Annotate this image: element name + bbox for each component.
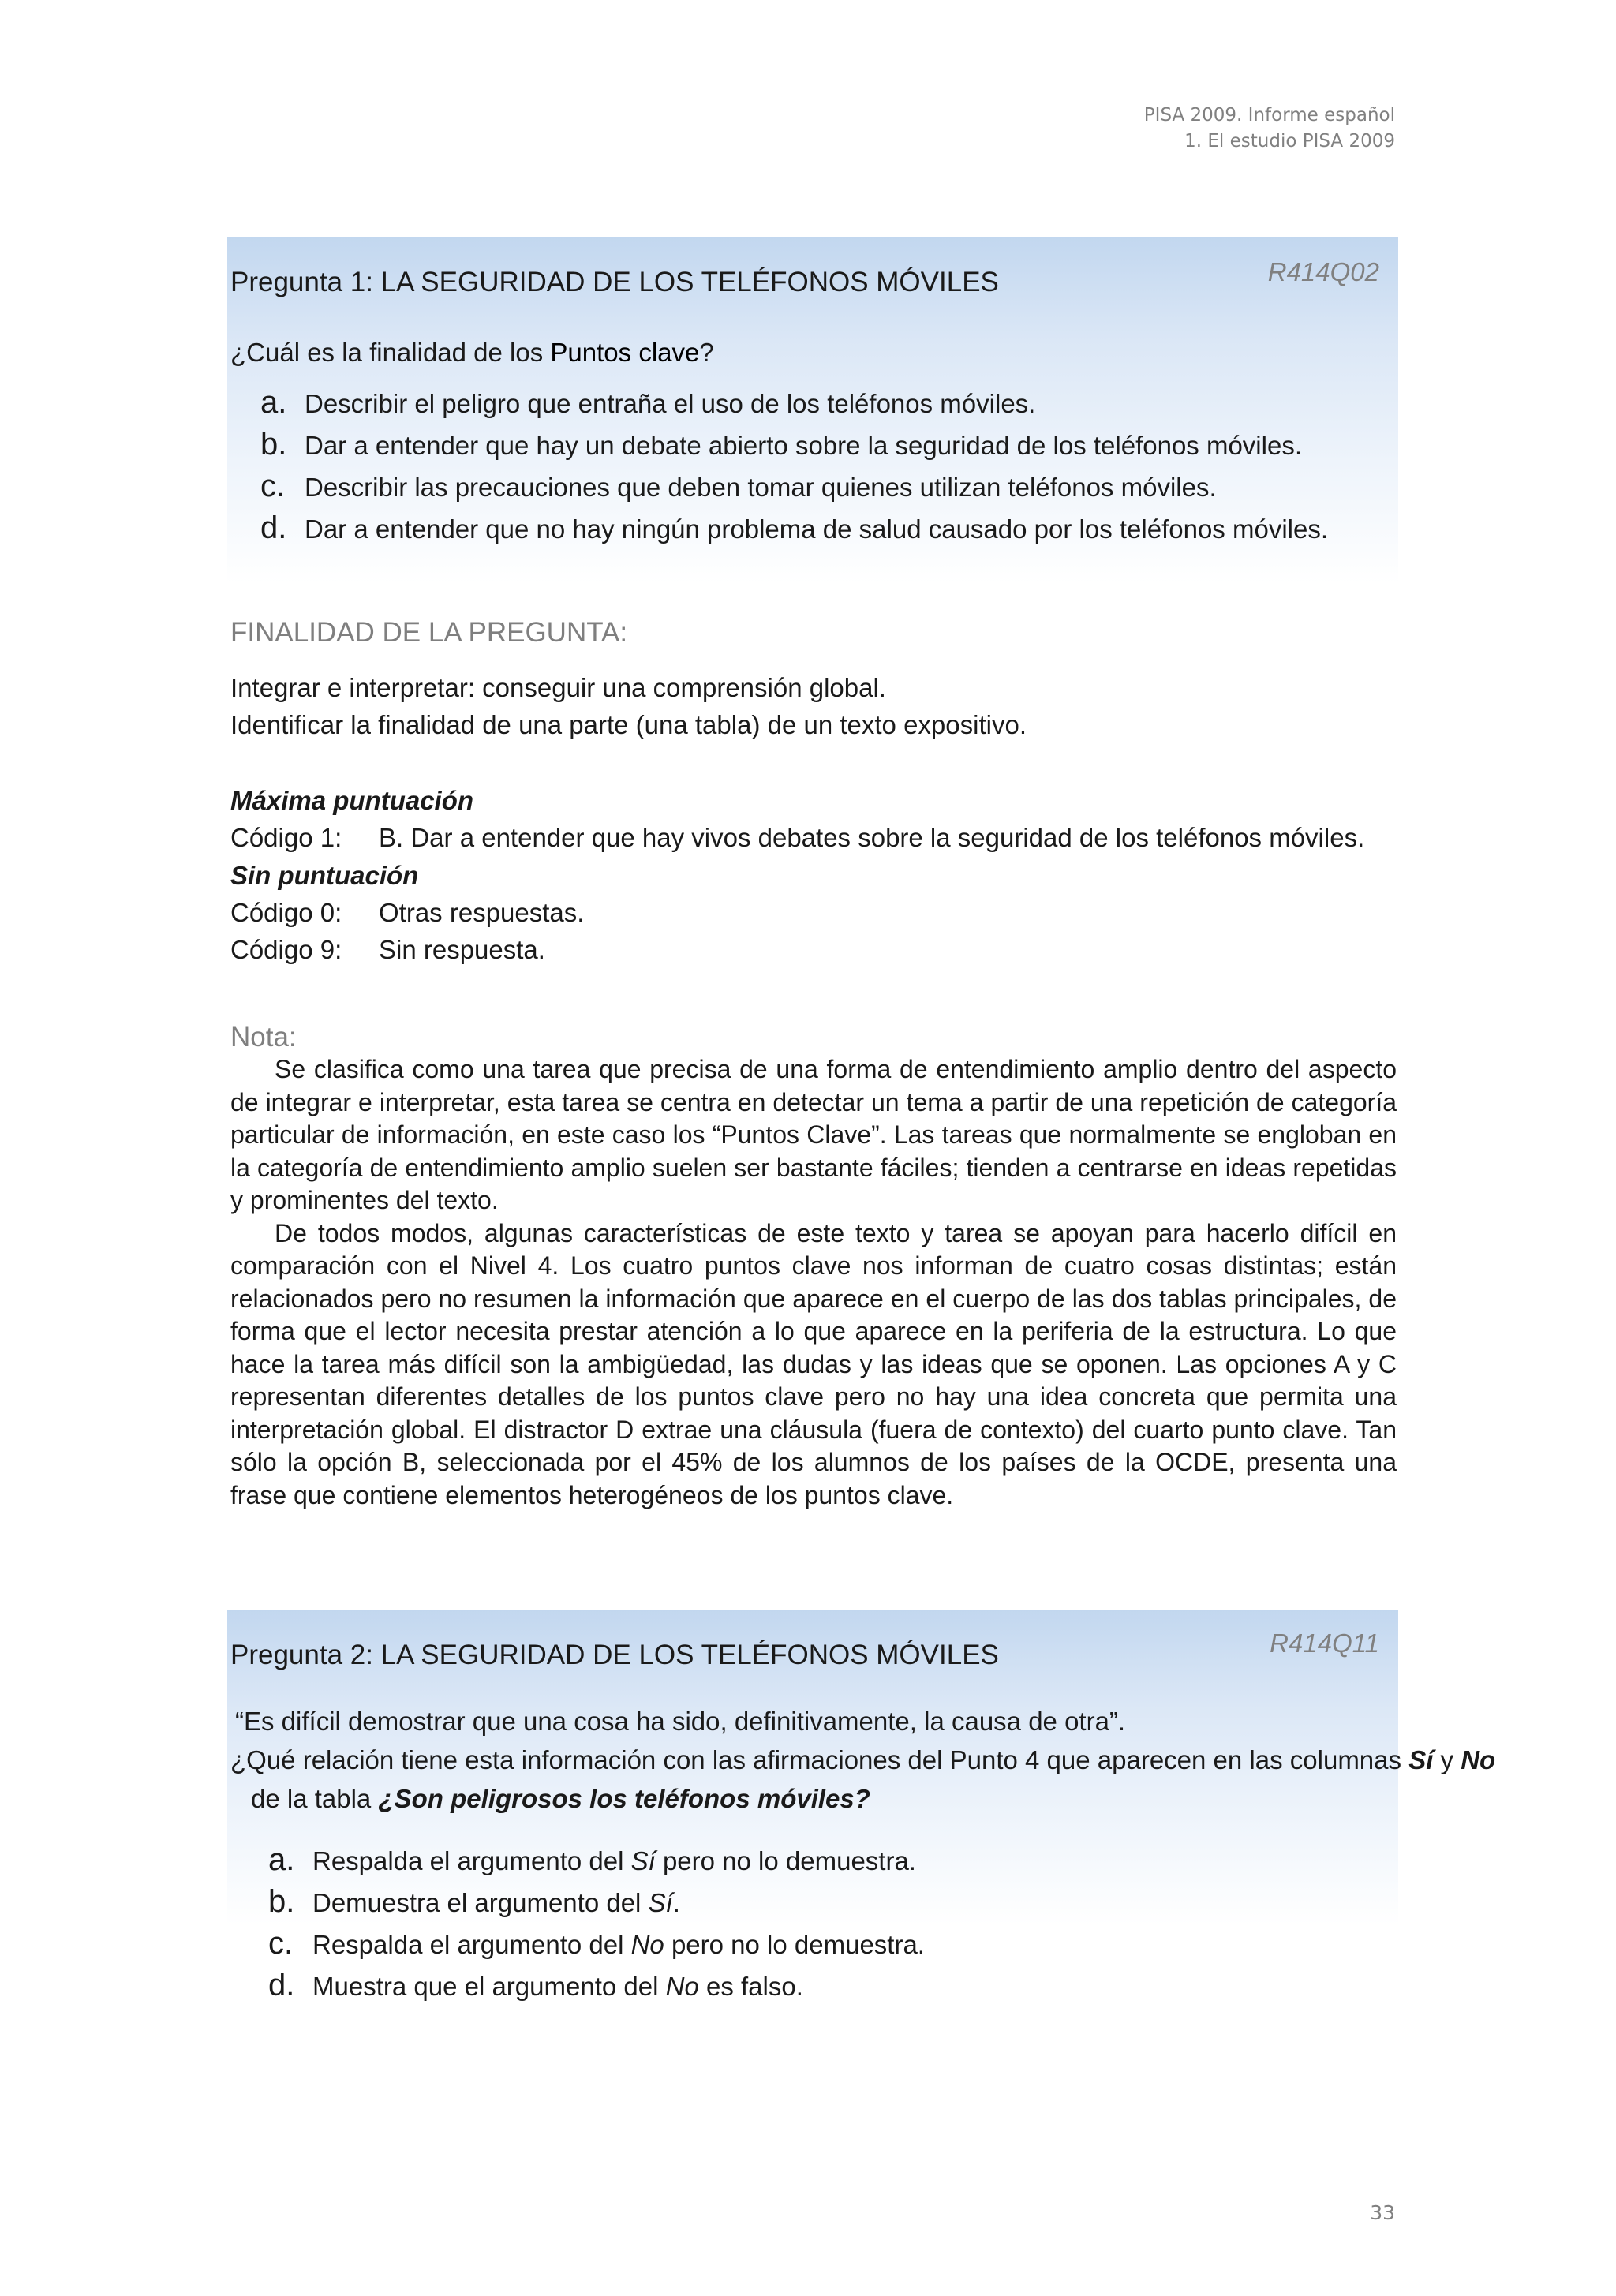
header-chapter: 1. El estudio PISA 2009 <box>1184 131 1395 151</box>
option-letter: b. <box>268 1884 295 1919</box>
code-key: Código 9: <box>230 935 342 964</box>
code-text: B. Dar a entender que hay vivos debates sobre la seguridad de los teléfonos móviles. <box>379 823 1365 852</box>
prompt-end: ? <box>699 338 714 367</box>
code-0-row <box>230 898 584 928</box>
option-text: Describir las precauciones que deben tomar quienes utilizan teléfonos móviles. <box>305 473 1217 502</box>
option-text: Dar a entender que hay un debate abierto sobre la seguridad de los teléfonos móviles. <box>305 431 1302 460</box>
option-text-end: pero no lo demuestra. <box>664 1930 925 1959</box>
code-key: Código 0: <box>230 898 342 927</box>
prompt-table-title: ¿Son peligrosos los teléfonos móviles? <box>378 1784 870 1813</box>
prompt-text: ¿Cuál es la finalidad de los <box>230 338 551 367</box>
option-text: Describir el peligro que entraña el uso de los teléfonos móviles. <box>305 389 1036 418</box>
prompt-and: y <box>1433 1745 1461 1774</box>
option-text-end: pero no lo demuestra. <box>655 1846 916 1875</box>
prompt-bold-term: Puntos clave <box>550 338 700 367</box>
option-letter: d. <box>260 510 287 545</box>
code-text: Sin respuesta. <box>379 935 545 964</box>
note-paragraph-1: Se clasifica como una tarea que precisa de una forma de entendimiento amplio dentro del aspecto de integrar e interpretar, esta tarea se centra en detectar un tema a partir de una repetición de categoría particular de información, en este caso los “Puntos Clave”. Las tareas que normalmente se engloban en la categoría de entendimiento amplio suelen ser bastante fáciles; tienden a centrarse en ideas repetidas y prominentes del texto. <box>230 1055 1397 1214</box>
question-2-prompt-cont <box>251 1779 870 1819</box>
option-d <box>268 1965 803 2006</box>
option-a <box>260 382 1035 423</box>
note-heading: Nota: <box>230 1022 297 1053</box>
option-letter: c. <box>260 469 286 503</box>
option-text: Dar a entender que no hay ningún problema de salud causado por los teléfonos móviles. <box>305 514 1329 544</box>
purpose-line-1: Integrar e interpretar: conseguir una comprensión global. <box>230 673 886 702</box>
header-title: PISA 2009. Informe español <box>1143 105 1395 125</box>
option-d <box>260 507 1328 548</box>
prompt-no: No <box>1461 1745 1496 1774</box>
prompt-text: de la tabla <box>251 1784 379 1813</box>
option-emphasis: Sí <box>630 1846 656 1875</box>
page-number: 33 <box>1370 2201 1395 2224</box>
option-letter: d. <box>268 1968 295 2002</box>
option-letter: c. <box>268 1926 294 1961</box>
option-b <box>260 424 1302 465</box>
code-9-row <box>230 935 545 965</box>
option-b <box>268 1881 680 1922</box>
option-text: Demuestra el argumento del <box>312 1888 649 1917</box>
purpose-heading: FINALIDAD DE LA PREGUNTA: <box>230 617 628 648</box>
option-emphasis: No <box>665 1972 699 2001</box>
option-text-end: es falso. <box>698 1972 803 2001</box>
prompt-text: ¿Qué relación tiene esta información con las afirmaciones del Punto 4 que aparecen en las columnas <box>230 1745 1409 1774</box>
question-1-prompt <box>230 333 714 372</box>
option-c <box>260 466 1217 507</box>
option-letter: a. <box>260 385 287 420</box>
option-letter: b. <box>260 427 287 462</box>
option-text-end: . <box>672 1888 680 1917</box>
option-text: Respalda el argumento del <box>312 1930 631 1959</box>
note-paragraph-2: De todos modos, algunas características de este texto y tarea se apoyan para hacerlo difícil en comparación con el Nivel 4. Los cuatro puntos clave nos informan de cuatro cosas distintas; están relacionados pero no resumen la información que aparece en el cuerpo de las dos tablas principales, de forma que el lector necesita prestar atención a lo que aparece en la periferia de la estructura. Lo que hace la tarea más difícil son la ambigüedad, las dudas y las ideas que se oponen. Las opciones A y C representan diferentes detalles de los puntos clave pero no hay una idea concreta que permita una interpretación global. El distractor D extrae una cláusula (fuera de contexto) del cuarto punto clave. Tan sólo la opción B, seleccionada por el 45% de los alumnos de los países de la OCDE, presenta una frase que contiene elementos heterogéneos de los puntos clave. <box>230 1218 1397 1509</box>
option-c <box>268 1923 925 1964</box>
purpose-line-2: Identificar la finalidad de una parte (una tabla) de un texto expositivo. <box>230 710 1027 739</box>
option-emphasis: Sí <box>648 1888 673 1917</box>
option-emphasis: No <box>630 1930 664 1959</box>
prompt-si: Sí <box>1408 1745 1434 1774</box>
option-text: Muestra que el argumento del <box>312 1972 666 2001</box>
note-body <box>230 1053 1397 1512</box>
code-key: Código 1: <box>230 823 342 852</box>
option-a <box>268 1839 916 1880</box>
code-1-row <box>230 823 1364 853</box>
running-header <box>1144 103 1395 155</box>
question-2-title: Pregunta 2: LA SEGURIDAD DE LOS TELÉFONOS MÓVILES <box>230 1640 999 1670</box>
option-text: Respalda el argumento del <box>312 1846 631 1875</box>
max-score-label: Máxima puntuación <box>230 786 474 815</box>
question-2-quote: “Es difícil demostrar que una cosa ha sido, definitivamente, la causa de otra”. <box>235 1707 1126 1736</box>
option-letter: a. <box>268 1842 295 1877</box>
question-1-code: R414Q02 <box>1267 257 1379 286</box>
question-2-prompt <box>230 1741 1495 1780</box>
question-2-code: R414Q11 <box>1270 1629 1379 1658</box>
question-1-title: Pregunta 1: LA SEGURIDAD DE LOS TELÉFONOS MÓVILES <box>230 267 999 297</box>
code-text: Otras respuestas. <box>379 898 585 927</box>
no-score-label: Sin puntuación <box>230 861 419 890</box>
